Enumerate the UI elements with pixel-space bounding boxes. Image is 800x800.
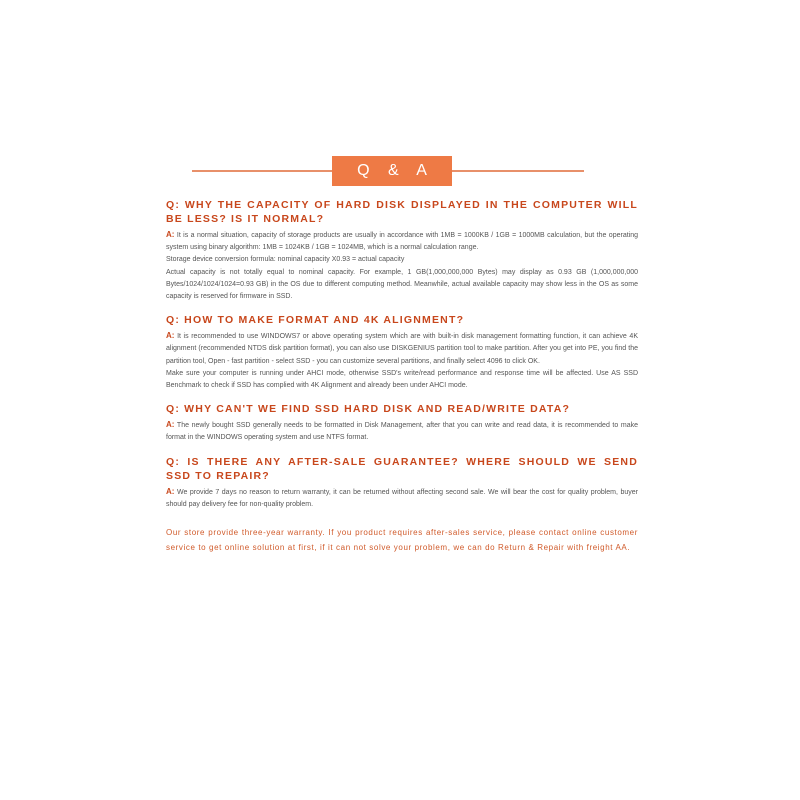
answer-paragraph <box>166 486 638 511</box>
answer-block <box>166 419 638 444</box>
answer-paragraph: Make sure your computer is running under AHCI mode, otherwise SSD's write/read performance and response time will be affected. Use AS SSD Benchmark to check if SSD has complied with 4K Alignment and already been under AHCI mode. <box>166 369 638 390</box>
answer-prefix: A: <box>166 230 175 239</box>
qa-header <box>0 156 800 186</box>
warranty-note: Our store provide three-year warranty. If you product requires after-sales service, please contact online customer service to get online solution at first, if it can not solve your problem, we can do Return & Repair with freight AA. <box>166 528 638 553</box>
answer-paragraph <box>166 330 638 368</box>
answer-prefix: A: <box>166 486 175 496</box>
qa-item-4k-alignment <box>166 313 638 392</box>
answer-paragraph <box>166 419 638 444</box>
qa-item-after-sale <box>166 455 638 511</box>
answer-text: The newly bought SSD generally needs to be formatted in Disk Management, after that you can write and read data, it is recommended to make format in the WINDOWS operating system and use NTFS format. <box>166 422 638 442</box>
question-heading: Q: WHY CAN'T WE FIND SSD HARD DISK AND READ/WRITE DATA? <box>166 403 571 416</box>
header-right-divider <box>452 170 584 172</box>
answer-prefix: A: <box>166 420 175 430</box>
qa-title-badge: Q & A <box>332 156 452 186</box>
question-heading: Q: HOW TO MAKE FORMAT AND 4K ALIGNMENT? <box>166 314 465 327</box>
qa-item-find-ssd <box>166 402 638 444</box>
answer-block <box>166 486 638 511</box>
answer-text: It is recommended to use WINDOWS7 or above operating system which are with built-in disk management formatting function, it can achieve 4K alignment (recommended NTDS disk partition format), you can also use DISKGENIUS partition tool to make partition. After you get into PE, you find the partition tool, Open - fast partition - select SSD - you can customize several partitions, and finally select 4096 to click OK. <box>166 333 638 365</box>
answer-text: We provide 7 days no reason to return warranty, it can be returned without affecting second sale. We will bear the cost for quality problem, buyer should pay delivery fee for non-quality problem. <box>166 488 638 508</box>
answer-block <box>166 229 638 303</box>
answer-paragraph: Storage device conversion formula: nominal capacity X0.93 = actual capacity <box>166 256 405 264</box>
qa-content <box>166 198 638 563</box>
answer-block <box>166 330 638 392</box>
answer-prefix: A: <box>166 331 175 341</box>
qa-item-capacity <box>166 198 638 303</box>
question-heading: Q: WHY THE CAPACITY OF HARD DISK DISPLAYED IN THE COMPUTER WILL BE LESS? IS IT NORMAL? <box>166 199 638 225</box>
header-left-divider <box>192 170 332 172</box>
answer-text: It is a normal situation, capacity of storage products are usually in accordance with 1MB = 1000KB / 1GB = 1000MB calculation, but the operating system using binary algorithm: 1MB = 1024KB / 1GB = 1024MB, which is a normal calculation range. <box>166 232 638 252</box>
question-heading: Q: IS THERE ANY AFTER-SALE GUARANTEE? WHERE SHOULD WE SEND SSD TO REPAIR? <box>166 455 638 482</box>
answer-paragraph <box>166 229 638 254</box>
answer-paragraph: Actual capacity is not totally equal to nominal capacity. For example, 1 GB(1,000,000,000 Bytes) may display as 0.93 GB (1,000,000,000 Bytes/1024/1024/1024=0.93 GB) in the OS due to different computing method. Meanwhile, actual available capacity may show less in the OS as some capacity is reserved for firmware in SSD. <box>166 268 638 301</box>
